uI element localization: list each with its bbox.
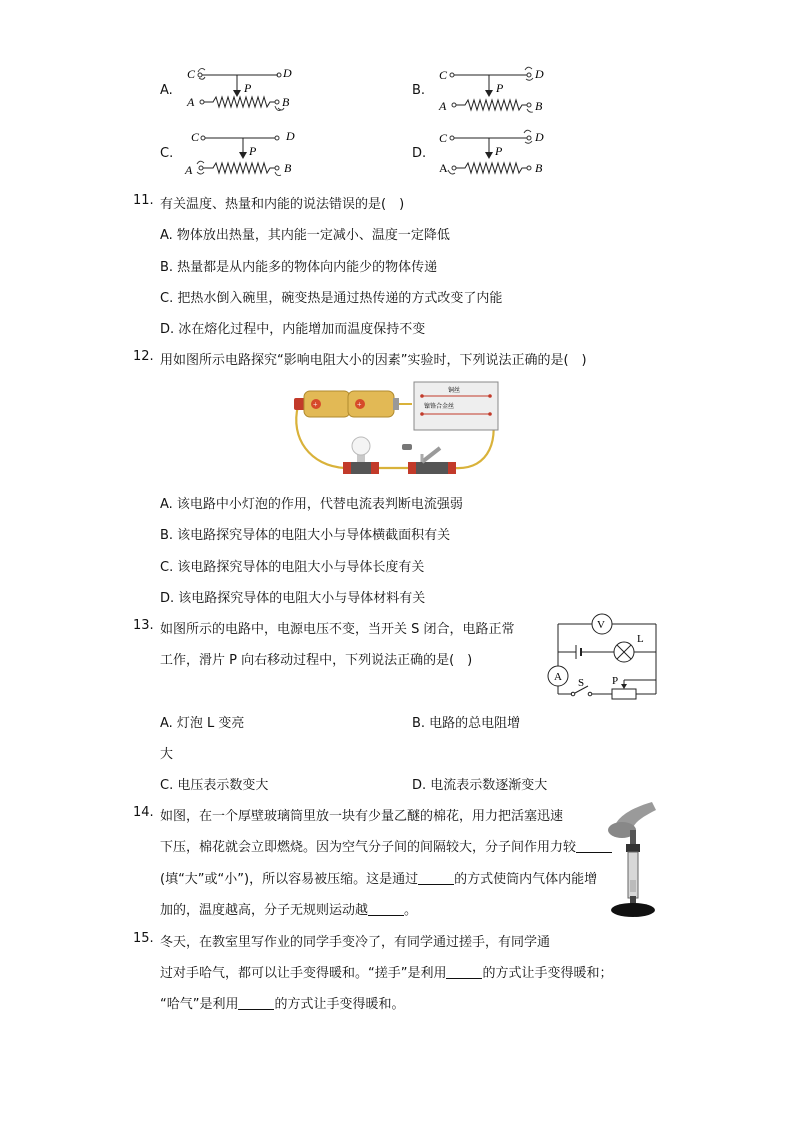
question-stem-line-1: 如图所示的电路中，电源电压不变，当开关 S 闭合，电路正常	[160, 622, 515, 637]
ammeter-label: A	[554, 671, 562, 683]
answer-blank[interactable]	[238, 997, 274, 1010]
terminal-b: B	[282, 95, 290, 109]
question-stem-line-1: 冬天，在教室里写作业的同学手变冷了，有同学通过搓手，有同学通	[160, 935, 551, 950]
battery-cell	[348, 391, 394, 417]
option-d[interactable]: D. 该电路探究导体的电阻大小与导体材料有关	[160, 591, 426, 606]
svg-text:+: +	[313, 400, 318, 409]
switch-label: S	[578, 677, 585, 689]
answer-blank[interactable]	[446, 966, 482, 979]
question-number: 15.	[133, 931, 154, 946]
question-number: 13.	[133, 618, 154, 633]
bulb	[352, 437, 370, 455]
option-c[interactable]: C. 该电路探究导体的电阻大小与导体长度有关	[160, 560, 425, 575]
terminal-b: B	[535, 161, 543, 175]
terminal-d: D	[535, 130, 544, 144]
compression-tube-photo	[596, 800, 662, 920]
svg-text:+: +	[357, 400, 362, 409]
question-number: 12.	[133, 349, 154, 364]
option-b[interactable]: B. 该电路探究导体的电阻大小与导体横截面积有关	[160, 528, 451, 543]
option-c[interactable]: C. 把热水倒入碗里，碗变热是通过热传递的方式改变了内能	[160, 291, 503, 306]
terminal-b: B	[284, 161, 292, 175]
terminal-a: A	[187, 95, 195, 109]
option-label: A.	[160, 83, 173, 98]
terminal-a: A	[439, 161, 448, 175]
slider-label: P	[612, 675, 619, 687]
terminal-c: C	[191, 130, 200, 144]
question-stem-line-3: (填“大”或“小”)，所以容易被压缩。这是通过 的方式使筒内气体内能增	[160, 872, 598, 887]
option-a[interactable]: A. 物体放出热量，其内能一定减小、温度一定降低	[160, 228, 450, 243]
terminal-d: D	[286, 129, 295, 143]
option-d[interactable]: D. 冰在熔化过程中，内能增加而温度保持不变	[160, 322, 426, 337]
question-number: 14.	[133, 805, 154, 820]
battery-cell	[304, 391, 350, 417]
rheostat	[612, 689, 636, 699]
option-a[interactable]: A. 灯泡 L 变亮	[160, 716, 245, 731]
answer-blank[interactable]	[418, 872, 454, 885]
terminal-c: C	[439, 131, 448, 145]
lamp-label: L	[637, 633, 644, 645]
rheostat-diagram-d	[435, 126, 550, 180]
terminal-c: C	[187, 67, 196, 81]
terminal-p: P	[495, 144, 503, 158]
terminal-a: A	[185, 163, 193, 177]
option-b[interactable]: B. 热量都是从内能多的物体向内能少的物体传递	[160, 260, 438, 275]
wire-label-2: 镍铬合金丝	[424, 404, 455, 410]
option-label: C.	[160, 146, 174, 161]
rheostat-diagram-b	[435, 64, 550, 114]
question-stem-line-2: 工作，滑片 P 向右移动过程中，下列说法正确的是( )	[160, 653, 473, 668]
terminal-c: C	[439, 68, 448, 82]
option-d[interactable]: D. 电流表示数逐渐变大	[412, 778, 548, 793]
wire-label-1: 铜丝	[448, 388, 461, 394]
rheostat-diagram-a	[183, 64, 298, 114]
terminal-b: B	[535, 99, 543, 113]
terminal-p: P	[496, 81, 504, 95]
option-label: B.	[412, 83, 426, 98]
terminal-a: A	[439, 99, 447, 113]
terminal-p: P	[249, 144, 257, 158]
option-b[interactable]: B. 电路的总电阻增	[412, 716, 521, 731]
terminal-d: D	[283, 66, 292, 80]
option-b-wrap: 大	[160, 747, 174, 762]
question-stem-line-1: 如图，在一个厚壁玻璃筒里放一块有少量乙醚的棉花，用力把活塞迅速	[160, 809, 564, 824]
question-number: 11.	[133, 193, 154, 208]
option-c[interactable]: C. 电压表示数变大	[160, 778, 269, 793]
answer-blank[interactable]	[368, 903, 404, 916]
voltmeter-label: V	[597, 619, 605, 631]
circuit-photo	[290, 378, 502, 482]
terminal-p: P	[244, 81, 252, 95]
question-stem-line-2: 过对手哈气，都可以让手变得暖和。“搓手”是利用 的方式让手变得暖和；	[160, 966, 613, 981]
question-stem-line-4: 加的，温度越高，分子无规则运动越 。	[160, 903, 418, 918]
question-stem-line-2: 下压，棉花就会立即燃烧。因为空气分子间的间隔较大，分子间作用力较	[160, 836, 612, 855]
question-stem-line-3: “哈气”是利用 的方式让手变得暖和。	[160, 997, 405, 1012]
rheostat-diagram-c	[183, 126, 298, 180]
option-label: D.	[412, 146, 427, 161]
terminal-d: D	[535, 67, 544, 81]
circuit-diagram	[542, 610, 664, 702]
question-stem: 有关温度、热量和内能的说法错误的是( )	[160, 197, 405, 212]
question-stem: 用如图所示电路探究“影响电阻大小的因素”实验时，下列说法正确的是( )	[160, 353, 587, 368]
option-a[interactable]: A. 该电路中小灯泡的作用，代替电流表判断电流强弱	[160, 497, 463, 512]
